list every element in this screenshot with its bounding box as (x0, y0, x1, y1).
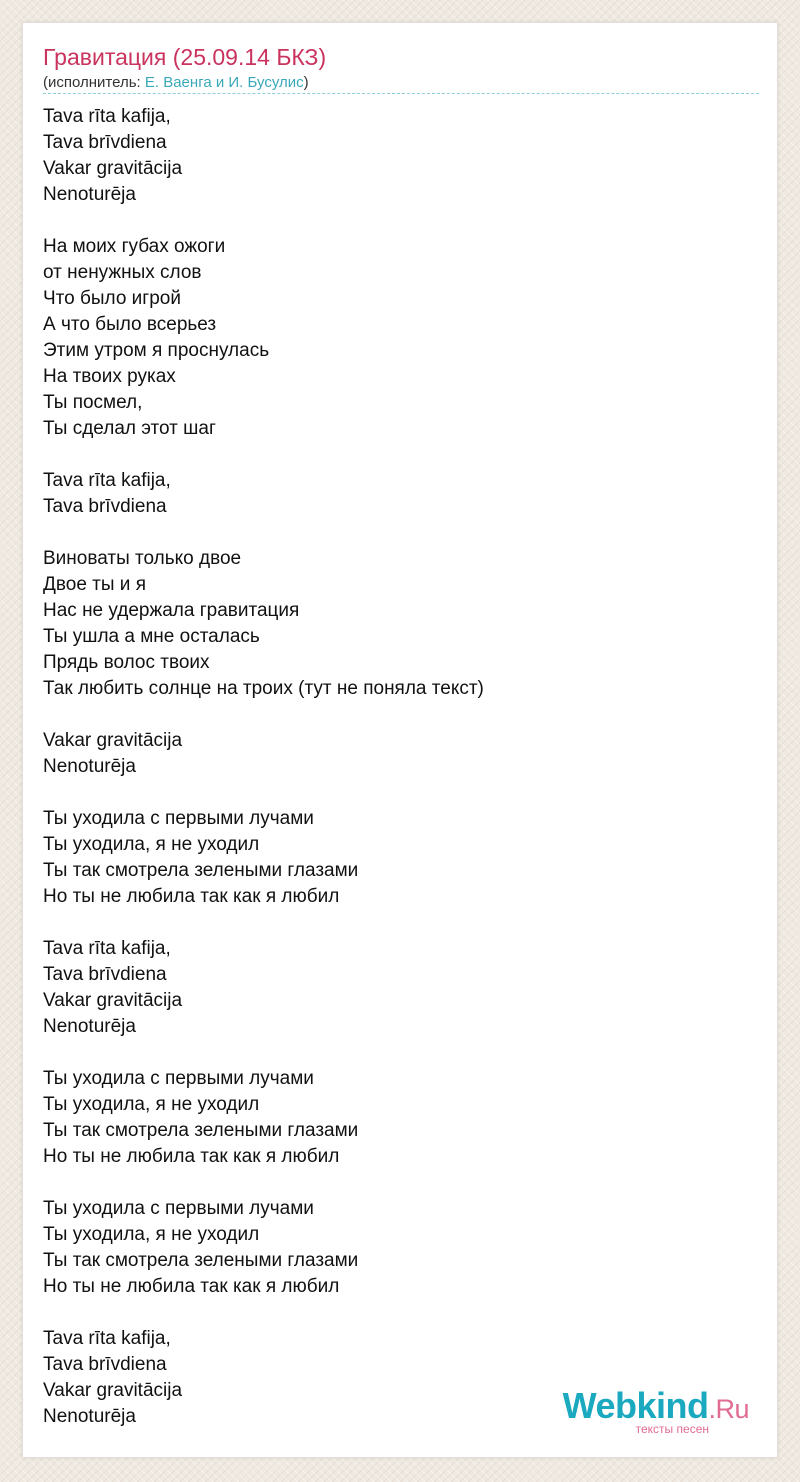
lyric-line: Этим утром я проснулась (43, 340, 270, 361)
stanza-break (43, 442, 759, 468)
song-title: Гравитация (25.09.14 БКЗ) (43, 44, 327, 70)
lyric-line: Vakar gravitācija (43, 730, 183, 751)
lyric-line: Виноваты только двое (43, 548, 242, 569)
logo-tagline: тексты песен (635, 1422, 709, 1436)
lyric-line: Нас не удержала гравитация (43, 600, 300, 621)
lyrics-body (43, 104, 759, 1430)
lyric-line: Ты так смотрела зелеными глазами (43, 860, 359, 881)
lyric-line: от ненужных слов (43, 262, 202, 283)
lyric-line: А что было всерьез (43, 314, 217, 335)
stanza-break (43, 702, 759, 728)
lyric-line: Vakar gravitācija (43, 158, 183, 179)
lyric-line: Tava rīta kafija, (43, 106, 171, 127)
lyric-line: Ты ушла а мне осталась (43, 626, 260, 647)
lyric-line: Tava brīvdiena (43, 1354, 167, 1375)
artist-link[interactable]: Е. Ваенга и И. Бусулис (144, 74, 304, 91)
lyric-line: Двое ты и я (43, 574, 146, 595)
lyric-line: Ты посмел, (43, 392, 143, 413)
stanza-break (43, 1040, 759, 1066)
lyric-line: Vakar gravitācija (43, 1380, 183, 1401)
lyric-line: На твоих руках (43, 366, 176, 387)
lyric-line: Ты уходила с первыми лучами (43, 808, 314, 829)
lyric-line: Ты уходила, я не уходил (43, 834, 260, 855)
lyrics-card (22, 22, 778, 1458)
logo-main-text: Webkind (562, 1385, 709, 1426)
stanza-break (43, 208, 759, 234)
lyric-line: Ты уходила с первыми лучами (43, 1068, 314, 1089)
artist-suffix: ) (303, 74, 309, 91)
lyric-line: Nenoturēja (43, 184, 136, 205)
lyric-line: Tava brīvdiena (43, 132, 167, 153)
lyric-line: Tava rīta kafija, (43, 470, 171, 491)
lyric-line: Ты так смотрела зелеными глазами (43, 1250, 359, 1271)
stanza-break (43, 520, 759, 546)
stanza-break (43, 1300, 759, 1326)
lyric-line: Tava rīta kafija, (43, 1328, 171, 1349)
lyric-line: Но ты не любила так как я любил (43, 886, 340, 907)
stanza-break (43, 1170, 759, 1196)
lyric-line: Ты уходила, я не уходил (43, 1224, 260, 1245)
lyric-line: Tava brīvdiena (43, 964, 167, 985)
artist-line (43, 73, 309, 93)
site-logo[interactable] (562, 1385, 749, 1436)
lyric-line: Но ты не любила так как я любил (43, 1276, 340, 1297)
lyric-line: Ты так смотрела зелеными глазами (43, 1120, 359, 1141)
title-divider (43, 93, 759, 94)
stanza-break (43, 910, 759, 936)
lyric-line: Прядь волос твоих (43, 652, 210, 673)
lyric-line: Но ты не любила так как я любил (43, 1146, 340, 1167)
lyric-line: Ты уходила с первыми лучами (43, 1198, 314, 1219)
lyric-line: Vakar gravitācija (43, 990, 183, 1011)
lyric-line: Tava brīvdiena (43, 496, 167, 517)
stanza-break (43, 780, 759, 806)
lyric-line: Так любить солнце на троих (тут не поняла текст) (43, 678, 484, 699)
lyric-line: Tava rīta kafija, (43, 938, 171, 959)
lyric-line: Nenoturēja (43, 756, 136, 777)
logo-domain-suffix: .Ru (708, 1394, 749, 1424)
lyric-line: Ты уходила, я не уходил (43, 1094, 260, 1115)
lyric-line: Ты сделал этот шаг (43, 418, 216, 439)
lyric-line: На моих губах ожоги (43, 236, 226, 257)
lyric-line: Nenoturēja (43, 1016, 136, 1037)
artist-prefix: (исполнитель: (43, 74, 145, 91)
lyric-line: Nenoturēja (43, 1406, 136, 1427)
lyric-line: Что было игрой (43, 288, 181, 309)
